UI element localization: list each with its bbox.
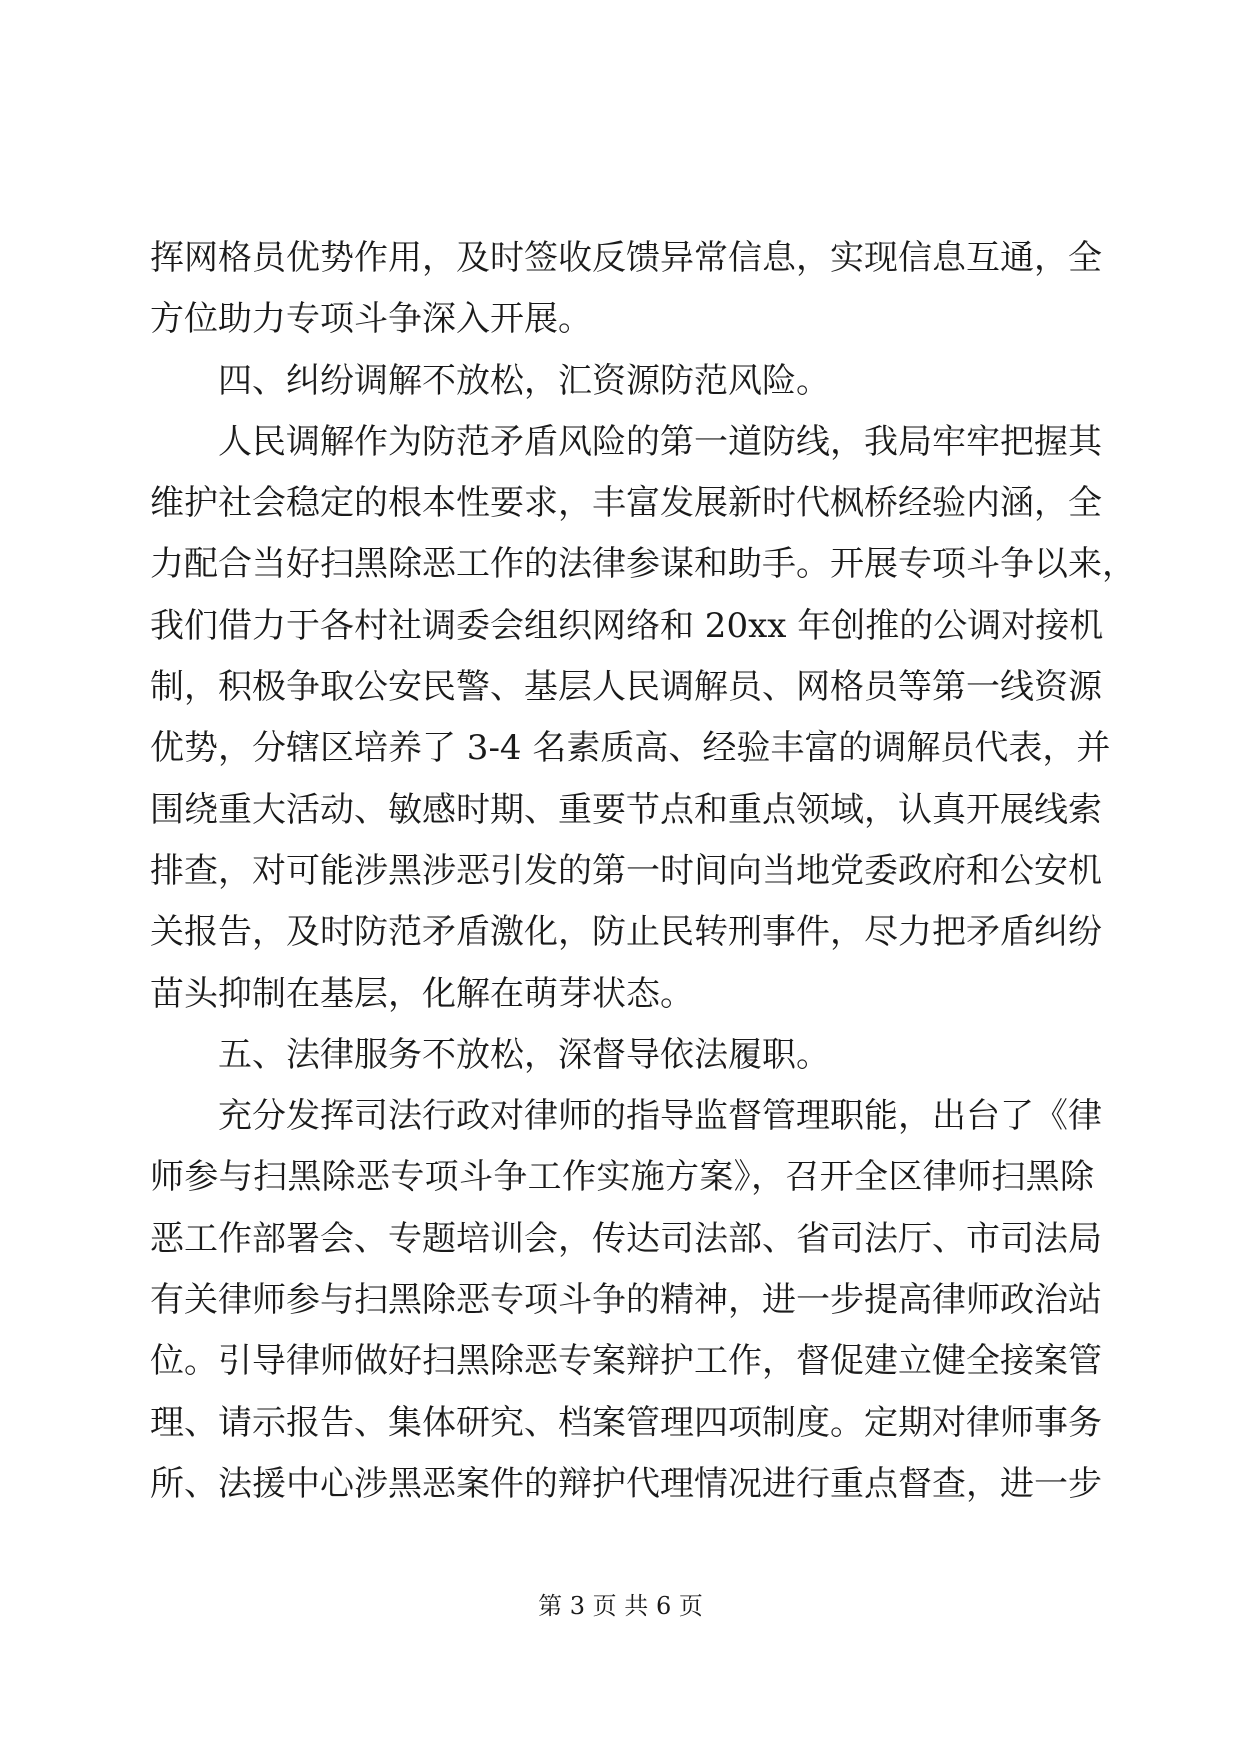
text-line: 力配合当好扫黑除恶工作的法律参谋和助手。开展专项斗争以来， [150, 544, 1136, 585]
text-line: 位。引导律师做好扫黑除恶专案辩护工作，督促建立健全接案管 [150, 1341, 1102, 1382]
text-line: 苗头抑制在基层，化解在萌芽状态。 [150, 973, 694, 1014]
text-line: 充分发挥司法行政对律师的指导监督管理职能，出台了《律 [218, 1096, 1102, 1137]
text-line: 理、请示报告、集体研究、档案管理四项制度。定期对律师事务 [150, 1402, 1102, 1443]
text-line: 我们借力于各村社调委会组织网络和 20xx 年创推的公调对接机 [150, 605, 1104, 646]
text-line: 维护社会稳定的根本性要求，丰富发展新时代枫桥经验内涵，全 [150, 483, 1102, 524]
text-line: 师参与扫黑除恶专项斗争工作实施方案》，召开全区律师扫黑除 [150, 1157, 1094, 1198]
text-line: 人民调解作为防范矛盾风险的第一道防线，我局牢牢把握其 [218, 421, 1102, 462]
text-line: 有关律师参与扫黑除恶专项斗争的精神，进一步提高律师政治站 [150, 1280, 1102, 1321]
text-line: 优势，分辖区培养了 3-4 名素质高、经验丰富的调解员代表，并 [150, 728, 1111, 769]
text-line: 四、纠纷调解不放松，汇资源防范风险。 [218, 360, 830, 401]
text-line: 制，积极争取公安民警、基层人民调解员、网格员等第一线资源 [150, 667, 1102, 708]
text-line: 围绕重大活动、敏感时期、重要节点和重点领域，认真开展线索 [150, 789, 1102, 830]
document-body [150, 228, 1136, 1515]
text-line: 排查，对可能涉黑涉恶引发的第一时间向当地党委政府和公安机 [150, 850, 1102, 891]
text-line: 挥网格员优势作用，及时签收反馈异常信息，实现信息互通，全 [150, 238, 1102, 278]
text-line: 所、法援中心涉黑恶案件的辩护代理情况进行重点督查，进一步 [150, 1463, 1102, 1504]
text-line: 五、法律服务不放松，深督导依法履职。 [218, 1034, 830, 1075]
text-line: 恶工作部署会、专题培训会，传达司法部、省司法厅、市司法局 [150, 1218, 1102, 1259]
page-number-footer: 第 3 页 共 6 页 [538, 1592, 703, 1620]
text-line: 关报告，及时防范矛盾激化，防止民转刑事件，尽力把矛盾纠纷 [150, 912, 1102, 953]
text-line: 方位助力专项斗争深入开展。 [150, 299, 592, 340]
